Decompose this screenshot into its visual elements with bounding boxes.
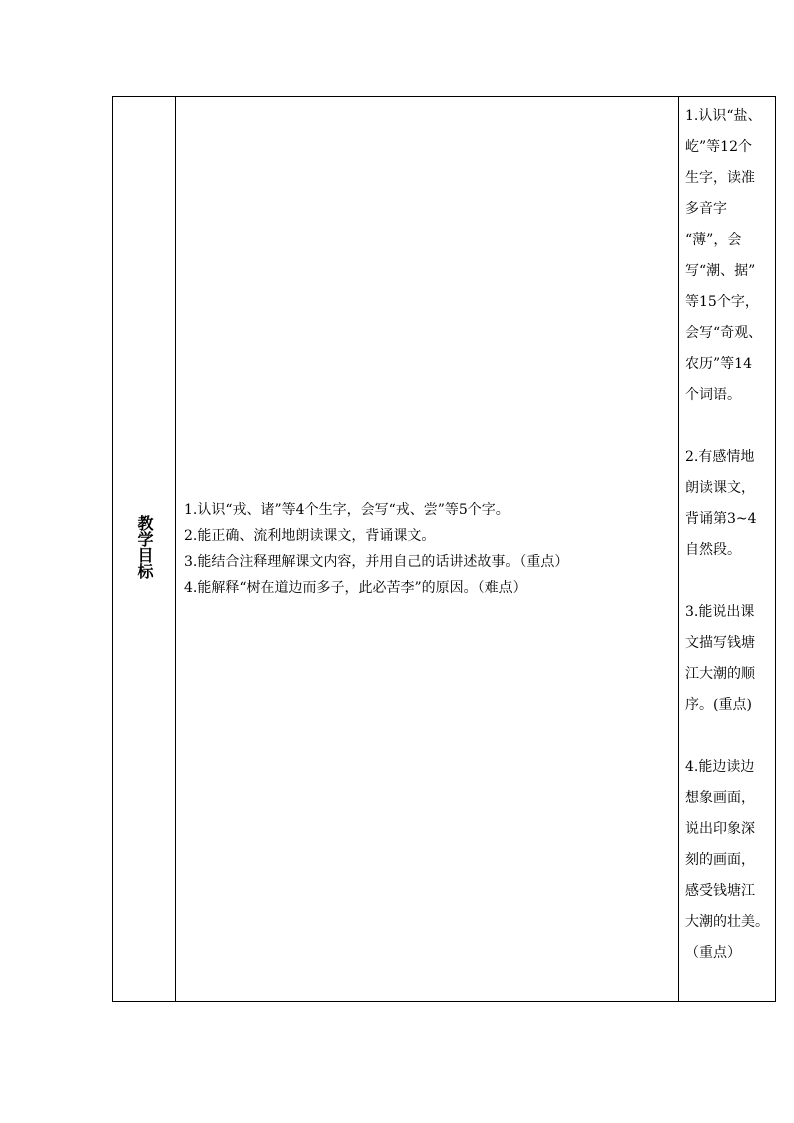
middle-objective-1: 1.认识“戎、诸”等4个生字，会写“戎、尝”等5个字。	[184, 502, 510, 518]
objectives-table	[112, 96, 776, 1002]
middle-objective-2: 2.能正确、流利地朗读课文，背诵课文。	[184, 528, 436, 544]
right-objective-4: 4.能边读边 想象画面， 说出印象深 刻的画面， 感受钱塘江 大潮的壮美。 （重点）	[685, 759, 769, 961]
row-label-cell	[113, 97, 176, 1002]
middle-objectives-cell	[176, 97, 679, 1002]
middle-objectives-list	[176, 497, 678, 601]
right-objectives-cell	[679, 97, 776, 1002]
right-objective-2: 2.有感情地 朗读课文， 背诵第3~4 自然段。	[685, 449, 757, 558]
right-objective-1: 1.认识“盐、 屹”等12个 生字，读准 多音字 “薄”，会 写“潮、据” 等15个字， 会写“奇观、 农历”等14 个词语。	[685, 108, 763, 403]
row-label: 教学目标	[135, 515, 154, 579]
right-objective-3: 3.能说出课 文描写钱塘 江大潮的顺 序。(重点)	[685, 604, 755, 713]
objectives-row	[113, 97, 776, 1002]
right-objectives-list	[679, 97, 775, 969]
middle-objective-3: 3.能结合注释理解课文内容，并用自己的话讲述故事。（重点）	[184, 554, 569, 570]
middle-objective-4: 4.能解释“树在道边而多子，此必苦李”的原因。（难点）	[184, 580, 527, 596]
